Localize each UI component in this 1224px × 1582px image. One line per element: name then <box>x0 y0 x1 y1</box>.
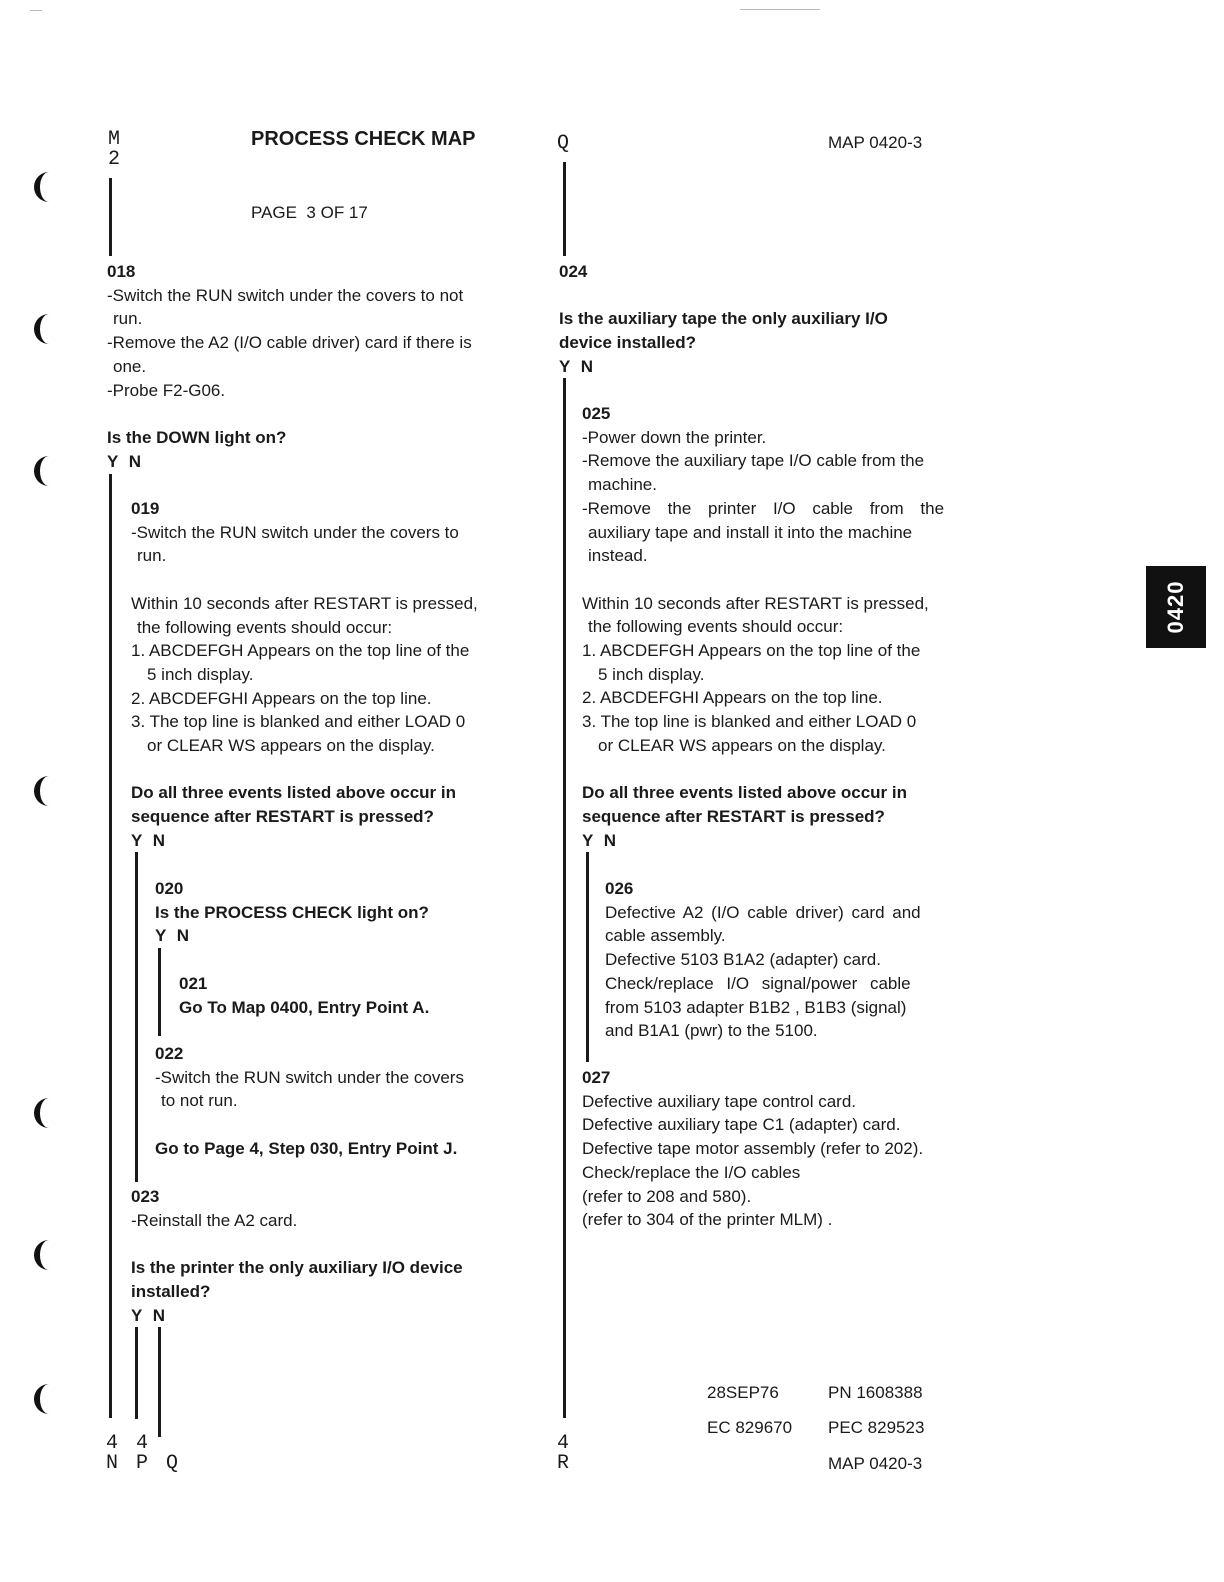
step-question: sequence after RESTART is pressed? <box>582 806 885 826</box>
step-number: 023 <box>131 1187 160 1206</box>
section-tab-label: 0420 <box>1163 580 1188 634</box>
binder-hole-icon <box>34 456 64 486</box>
event-line: or CLEAR WS appears on the display. <box>598 735 886 755</box>
step-line: cable assembly. <box>605 926 726 946</box>
step-line: auxiliary tape and install it into the machine <box>588 522 913 542</box>
binder-hole-icon <box>34 314 64 344</box>
flow-line <box>563 162 566 256</box>
yes-no-branch: Y N <box>559 356 594 376</box>
offpage-connector-letters: N P Q <box>106 1452 179 1475</box>
offpage-connector-in-right: Q <box>557 132 570 155</box>
event-line: 3. The top line is blanked and either LOAD 0 <box>131 712 466 732</box>
step-025 <box>582 402 944 852</box>
step-question: Do all three events listed above occur in <box>131 783 456 803</box>
step-027 <box>582 1066 923 1232</box>
step-line: -Switch the RUN switch under the covers to <box>131 522 459 542</box>
yes-no-branch: Y N <box>107 451 142 471</box>
step-line: -Probe F2-G06. <box>107 380 226 400</box>
step-number: 022 <box>155 1044 184 1063</box>
step-019 <box>131 497 478 853</box>
step-question: Is the PROCESS CHECK light on? <box>155 902 429 922</box>
step-line: Check/replace I/O signal/power cable <box>605 973 911 993</box>
event-line: 3. The top line is blanked and either LOAD 0 <box>582 712 917 732</box>
footer-pec: PEC 829523 <box>828 1418 925 1437</box>
binder-hole-icon <box>34 1384 64 1414</box>
yes-no-branch: Y N <box>155 926 190 946</box>
step-question: sequence after RESTART is pressed? <box>131 807 434 827</box>
binder-hole-icon <box>34 1098 64 1128</box>
yes-no-branch: Y N <box>131 830 166 850</box>
step-024 <box>559 260 888 379</box>
yes-no-branch: Y N <box>582 830 617 850</box>
footer-map-id: MAP 0420-3 <box>828 1454 923 1473</box>
step-line: (refer to 304 of the printer MLM) . <box>582 1210 833 1230</box>
step-line: instead. <box>588 546 648 566</box>
step-line: Within 10 seconds after RESTART is pressed, <box>131 593 478 613</box>
step-021 <box>179 972 429 1019</box>
offpage-connector-letter: R <box>557 1452 570 1475</box>
step-number: 018 <box>107 262 136 281</box>
event-line: 5 inch display. <box>598 664 705 684</box>
step-action: Go to Page 4, Step 030, Entry Point J. <box>155 1138 458 1158</box>
step-question: Is the auxiliary tape the only auxiliary I/O <box>559 309 888 329</box>
step-line: Defective 5103 B1A2 (adapter) card. <box>605 950 881 970</box>
step-line: Defective auxiliary tape C1 (adapter) card. <box>582 1115 901 1135</box>
footer-date: 28SEP76 <box>707 1383 779 1402</box>
step-question: Is the printer the only auxiliary I/O device <box>131 1258 463 1278</box>
step-question: device installed? <box>559 333 696 353</box>
step-number: 027 <box>582 1068 611 1087</box>
step-line: -Switch the RUN switch under the covers to not <box>107 285 464 305</box>
page-indicator: PAGE 3 OF 17 <box>251 203 368 222</box>
step-line: Defective tape motor assembly (refer to 202). <box>582 1139 924 1159</box>
event-line: 5 inch display. <box>147 664 254 684</box>
step-023 <box>131 1185 463 1327</box>
offpage-connector-in-left: M 2 <box>108 128 121 171</box>
flow-line <box>109 178 112 256</box>
scan-mark <box>740 9 820 10</box>
step-line: run. <box>137 546 167 566</box>
flow-line <box>563 378 566 1418</box>
step-line: -Remove the auxiliary tape I/O cable from the <box>582 451 925 471</box>
step-question: installed? <box>131 1281 211 1301</box>
step-line: -Reinstall the A2 card. <box>131 1210 298 1230</box>
step-number: 020 <box>155 879 184 898</box>
offpage-connector-page: 4 <box>557 1432 570 1455</box>
step-line: and B1A1 (pwr) to the 5100. <box>605 1021 818 1041</box>
binder-hole-icon <box>34 172 64 202</box>
step-line: one. <box>113 356 147 376</box>
step-line: (refer to 208 and 580). <box>582 1186 752 1206</box>
flow-line <box>135 852 138 1182</box>
flow-line <box>158 948 161 1036</box>
step-number: 021 <box>179 974 208 993</box>
step-action: Go To Map 0400, Entry Point A. <box>179 997 430 1017</box>
step-line: run. <box>113 309 143 329</box>
step-question: Do all three events listed above occur in <box>582 783 907 803</box>
step-number: 019 <box>131 499 160 518</box>
step-line: -Remove the A2 (I/O cable driver) card if there is <box>107 333 472 353</box>
step-number: 025 <box>582 404 611 423</box>
step-line: the following events should occur: <box>137 617 393 637</box>
event-line: 2. ABCDEFGHI Appears on the top line. <box>131 688 432 708</box>
step-question: Is the DOWN light on? <box>107 427 287 447</box>
step-line: -Remove the printer I/O cable from the <box>582 498 945 518</box>
binder-hole-icon <box>34 776 64 806</box>
flow-line <box>158 1327 161 1437</box>
step-line: Defective A2 (I/O cable driver) card and <box>605 902 921 922</box>
section-tab <box>1146 566 1206 648</box>
yes-no-branch: Y N <box>131 1305 166 1325</box>
binder-hole-icon <box>34 1240 64 1270</box>
step-line: Check/replace the I/O cables <box>582 1162 801 1182</box>
footer-ec: EC 829670 <box>707 1418 793 1437</box>
flow-line <box>135 1327 138 1419</box>
step-line: -Power down the printer. <box>582 427 767 447</box>
step-018 <box>107 260 472 473</box>
step-022 <box>155 1042 464 1161</box>
offpage-connector-pages: 4 4 <box>106 1432 149 1455</box>
flow-line <box>109 474 112 1418</box>
step-line: -Switch the RUN switch under the covers <box>155 1067 464 1087</box>
footer-part-number: PN 1608388 <box>828 1383 923 1402</box>
step-026 <box>605 877 921 1043</box>
map-id-header: MAP 0420-3 <box>828 133 923 152</box>
step-line: machine. <box>588 475 657 495</box>
scan-mark <box>30 10 42 11</box>
step-line: from 5103 adapter B1B2 , B1B3 (signal) <box>605 997 907 1017</box>
event-line: or CLEAR WS appears on the display. <box>147 736 435 756</box>
event-line: 2. ABCDEFGHI Appears on the top line. <box>582 688 883 708</box>
step-line: to not run. <box>161 1091 238 1111</box>
step-line: Defective auxiliary tape control card. <box>582 1091 857 1111</box>
step-020 <box>155 877 429 948</box>
step-number: 026 <box>605 879 634 898</box>
event-line: 1. ABCDEFGH Appears on the top line of the <box>131 641 470 661</box>
step-line: the following events should occur: <box>588 617 844 637</box>
page-title: PROCESS CHECK MAP <box>251 128 476 150</box>
step-line: Within 10 seconds after RESTART is pressed, <box>582 593 929 613</box>
event-line: 1. ABCDEFGH Appears on the top line of the <box>582 641 921 661</box>
step-number: 024 <box>559 262 588 281</box>
flow-line <box>586 852 589 1062</box>
